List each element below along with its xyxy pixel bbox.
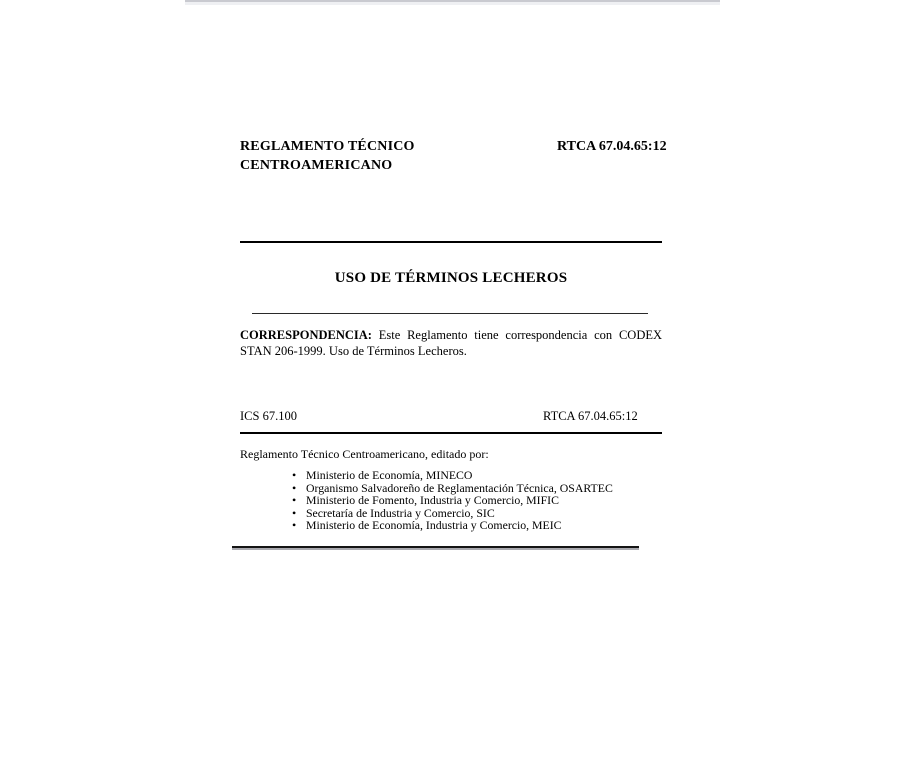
rtca-code: RTCA 67.04.65:12: [543, 409, 638, 423]
editor-organization-item: • Organismo Salvadoreño de Reglamentación Técnica, OSARTEC: [292, 482, 662, 495]
ics-code: ICS 67.100: [240, 409, 297, 423]
document-title: USO DE TÉRMINOS LECHEROS: [334, 270, 568, 286]
correspondence-paragraph: [240, 327, 662, 359]
horizontal-rule-top: [240, 241, 662, 243]
correspondence-label: CORRESPONDENCIA:: [240, 328, 372, 342]
ics-row: [240, 409, 662, 425]
horizontal-rule-bottom: [232, 546, 639, 548]
editor-organization-item: • Ministerio de Fomento, Industria y Comercio, MIFIC: [292, 494, 662, 507]
header-title-line1: REGLAMENTO TÉCNICO: [240, 139, 415, 154]
editor-organization-item: • Ministerio de Economía, MINECO: [292, 469, 662, 482]
editor-organization-item: • Ministerio de Economía, Industria y Comercio, MEIC: [292, 519, 662, 532]
header-title-line2: CENTROAMERICANO: [240, 158, 393, 173]
edited-by-intro: Reglamento Técnico Centroamericano, editado por:: [240, 447, 489, 461]
header-regulation-code: RTCA 67.04.65:12: [557, 139, 667, 154]
editor-organizations-list: [292, 469, 662, 532]
document-page: [185, 0, 720, 764]
correspondence-text: Este Reglamento tiene correspondencia con CODEX STAN 206-1999. Uso de Términos Lecheros.: [240, 328, 663, 358]
document-header-title: [240, 137, 500, 175]
page-top-edge: [185, 0, 720, 5]
horizontal-rule-ics: [240, 432, 662, 434]
editor-organization-item: • Secretaría de Industria y Comercio, SIC: [292, 507, 662, 520]
horizontal-rule-under-title: [252, 313, 648, 314]
